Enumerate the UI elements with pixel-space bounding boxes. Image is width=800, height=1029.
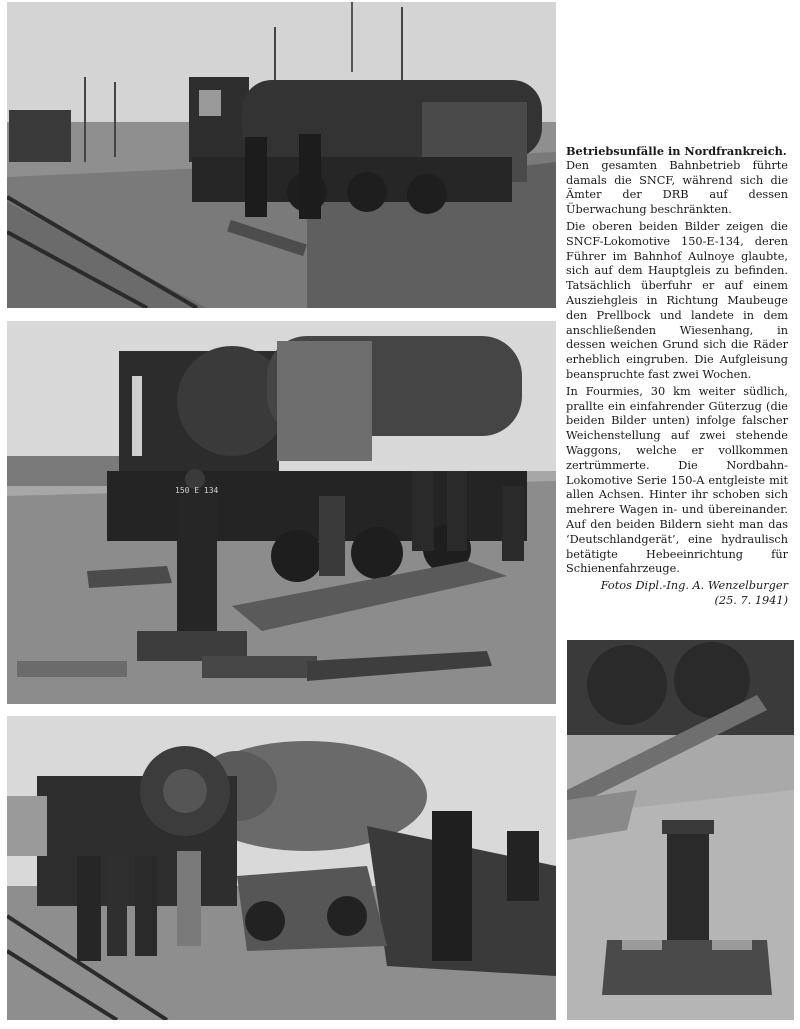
photo-credit: Fotos Dipl.-Ing. A. Wenzelburger <box>600 579 788 593</box>
article-title: Betriebsunfälle in Nordfrankreich. <box>566 144 787 158</box>
photo-hydraulic-jack <box>567 640 794 1020</box>
article-caption <box>566 144 788 609</box>
photo-4-drawing <box>567 640 794 1020</box>
photo-locomotive-150-e-134 <box>7 321 556 704</box>
photo-3-drawing <box>7 716 556 1020</box>
photo-credit-date: (25. 7. 1941) <box>714 593 788 607</box>
photo-derailed-locomotive-slope <box>7 2 556 308</box>
article-paragraph-2: Die oberen beiden Bilder zeigen die SNCF-Lokomotive 150-E-134, deren Führer im Bahnhof Aulnoye glaubte, sich auf dem Hauptgleis zu befinden. Tatsächlich überfuhr er auf einem Ausziehgleis in Richtung Maubeuge den Prellbock und landete in dem anschließenden Wiesenhang, in dessen weichen Grund sich die Räder erheblich eingruben. Die Aufgleisung beanspruchte fast zwei Wochen. <box>566 219 788 381</box>
article-paragraph-1: Den gesamten Bahnbetrieb führte damals die SNCF, während sich die Ämter der DRB auf dessen Überwachung beschränkten. <box>566 158 788 217</box>
photo-2-drawing <box>7 321 556 704</box>
photo-1-drawing <box>7 2 556 308</box>
article-paragraph-3: In Fourmies, 30 km weiter südlich, prallte ein einfahrender Güterzug (die beiden Bilder unten) infolge falscher Weichenstellung auf zwei stehende Waggons, welche er vollkommen zertrümmerte. Die Nordbahn-Lokomotive Serie 150-A entgleiste mit allen Achsen. Hinter ihr schoben sich mehrere Wagen in- und übereinander. Auf den beiden Bildern sieht man das ‘Deutschlandgerät’, eine hydraulisch betätigte Hebeeinrichtung für Schienenfahrzeuge. <box>566 384 788 576</box>
number-plate: 150 E 134 <box>175 486 219 495</box>
photo-fourmies-wreck <box>7 716 556 1020</box>
